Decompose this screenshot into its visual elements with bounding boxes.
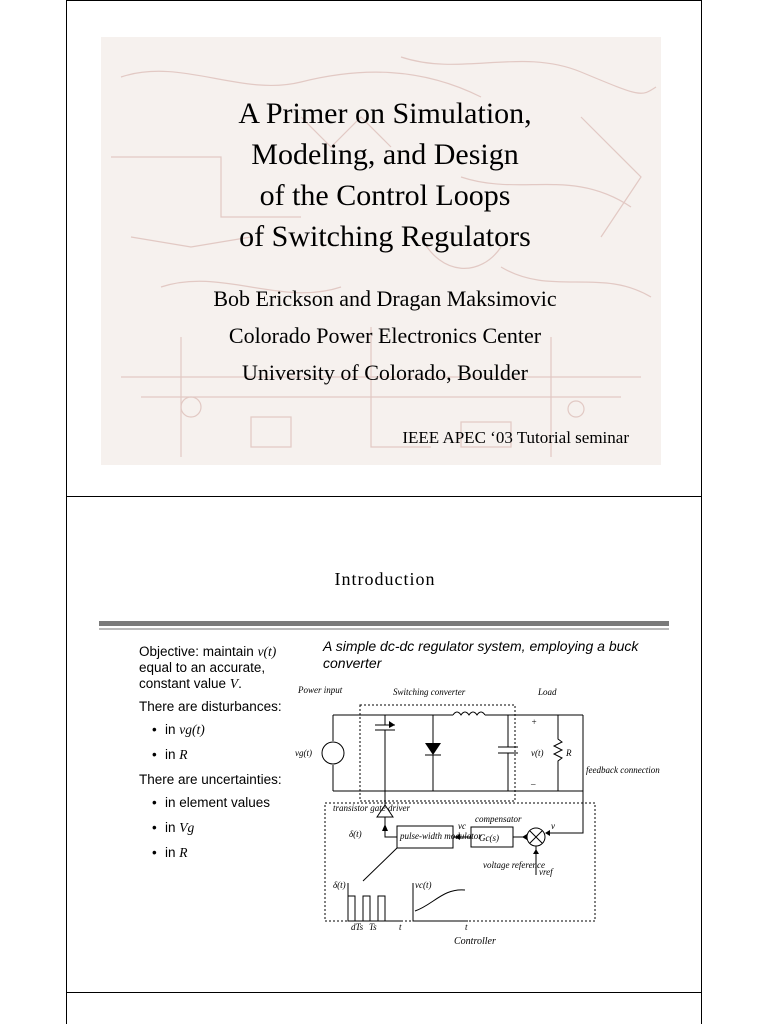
list-item: • in R [165,845,309,861]
introduction-slide [66,497,702,993]
authors-block [67,280,703,391]
vc-label: vc [458,821,466,831]
t-axis-label: t [465,922,468,932]
disturbances-heading: There are disturbances: [139,699,282,714]
list-item: • in vg(t) [165,722,309,738]
dts-label: dTs [351,922,364,932]
affiliation-line: Colorado Power Electronics Center [228,323,542,348]
load-label: Load [538,687,557,697]
gc-label: Gc(s) [479,833,499,843]
r-label: R [566,748,572,758]
delta-label: δ(t) [349,829,362,839]
controller-label: Controller [454,936,496,947]
title-line: Modeling, and Design [251,138,519,171]
title-line: of the Control Loops [259,179,511,212]
slide-heading: Introduction [334,569,436,589]
objective-paragraph: Objective: maintain v(t) equal to an accurate, constant value V. [139,644,277,691]
title-line: of Switching Regulators [239,220,531,253]
power-input-label: Power input [298,685,343,695]
buck-converter-diagram [293,683,673,933]
title-slide [66,0,702,497]
title-line: A Primer on Simulation, [238,97,532,130]
gate-driver-label: transistor gate driver [333,803,411,813]
ts-label: Ts [369,922,377,932]
delta-axis-label: δ(t) [333,880,346,890]
list-item: • in Vg [165,820,309,836]
voltage-reference-label: voltage reference [483,860,546,870]
disturbances-list [139,722,309,763]
affiliation-line: University of Colorado, Boulder [242,360,528,385]
divider [99,621,669,626]
t-axis-label: t [399,922,402,932]
switching-converter-label: Switching converter [393,687,466,697]
next-slide [66,993,702,1024]
v-label: v [551,821,555,831]
list-item: • in element values [165,795,309,811]
feedback-label: feedback connection [586,765,660,775]
uncertainties-heading: There are uncertainties: [139,772,282,787]
objective-text [139,644,309,870]
list-item: • in R [165,747,309,763]
pwm-label: pulse-width modulator [400,831,482,841]
vref-label: vref [539,867,553,877]
uncertainties-list [139,795,309,861]
compensator-label: compensator [475,814,522,824]
vt-label: v(t) [531,748,544,758]
seminar-label: IEEE APEC ‘03 Tutorial seminar [402,428,629,447]
author-line: Bob Erickson and Dragan Maksimovic [213,286,557,311]
vc-axis-label: vc(t) [415,880,432,890]
vg-label: vg(t) [295,748,312,758]
diagram-title: A simple dc-dc regulator system, employing a buck converter [323,638,639,671]
slide-title [67,93,703,257]
minus-label: – [531,779,536,789]
plus-label: + [531,717,538,727]
divider [99,628,669,630]
